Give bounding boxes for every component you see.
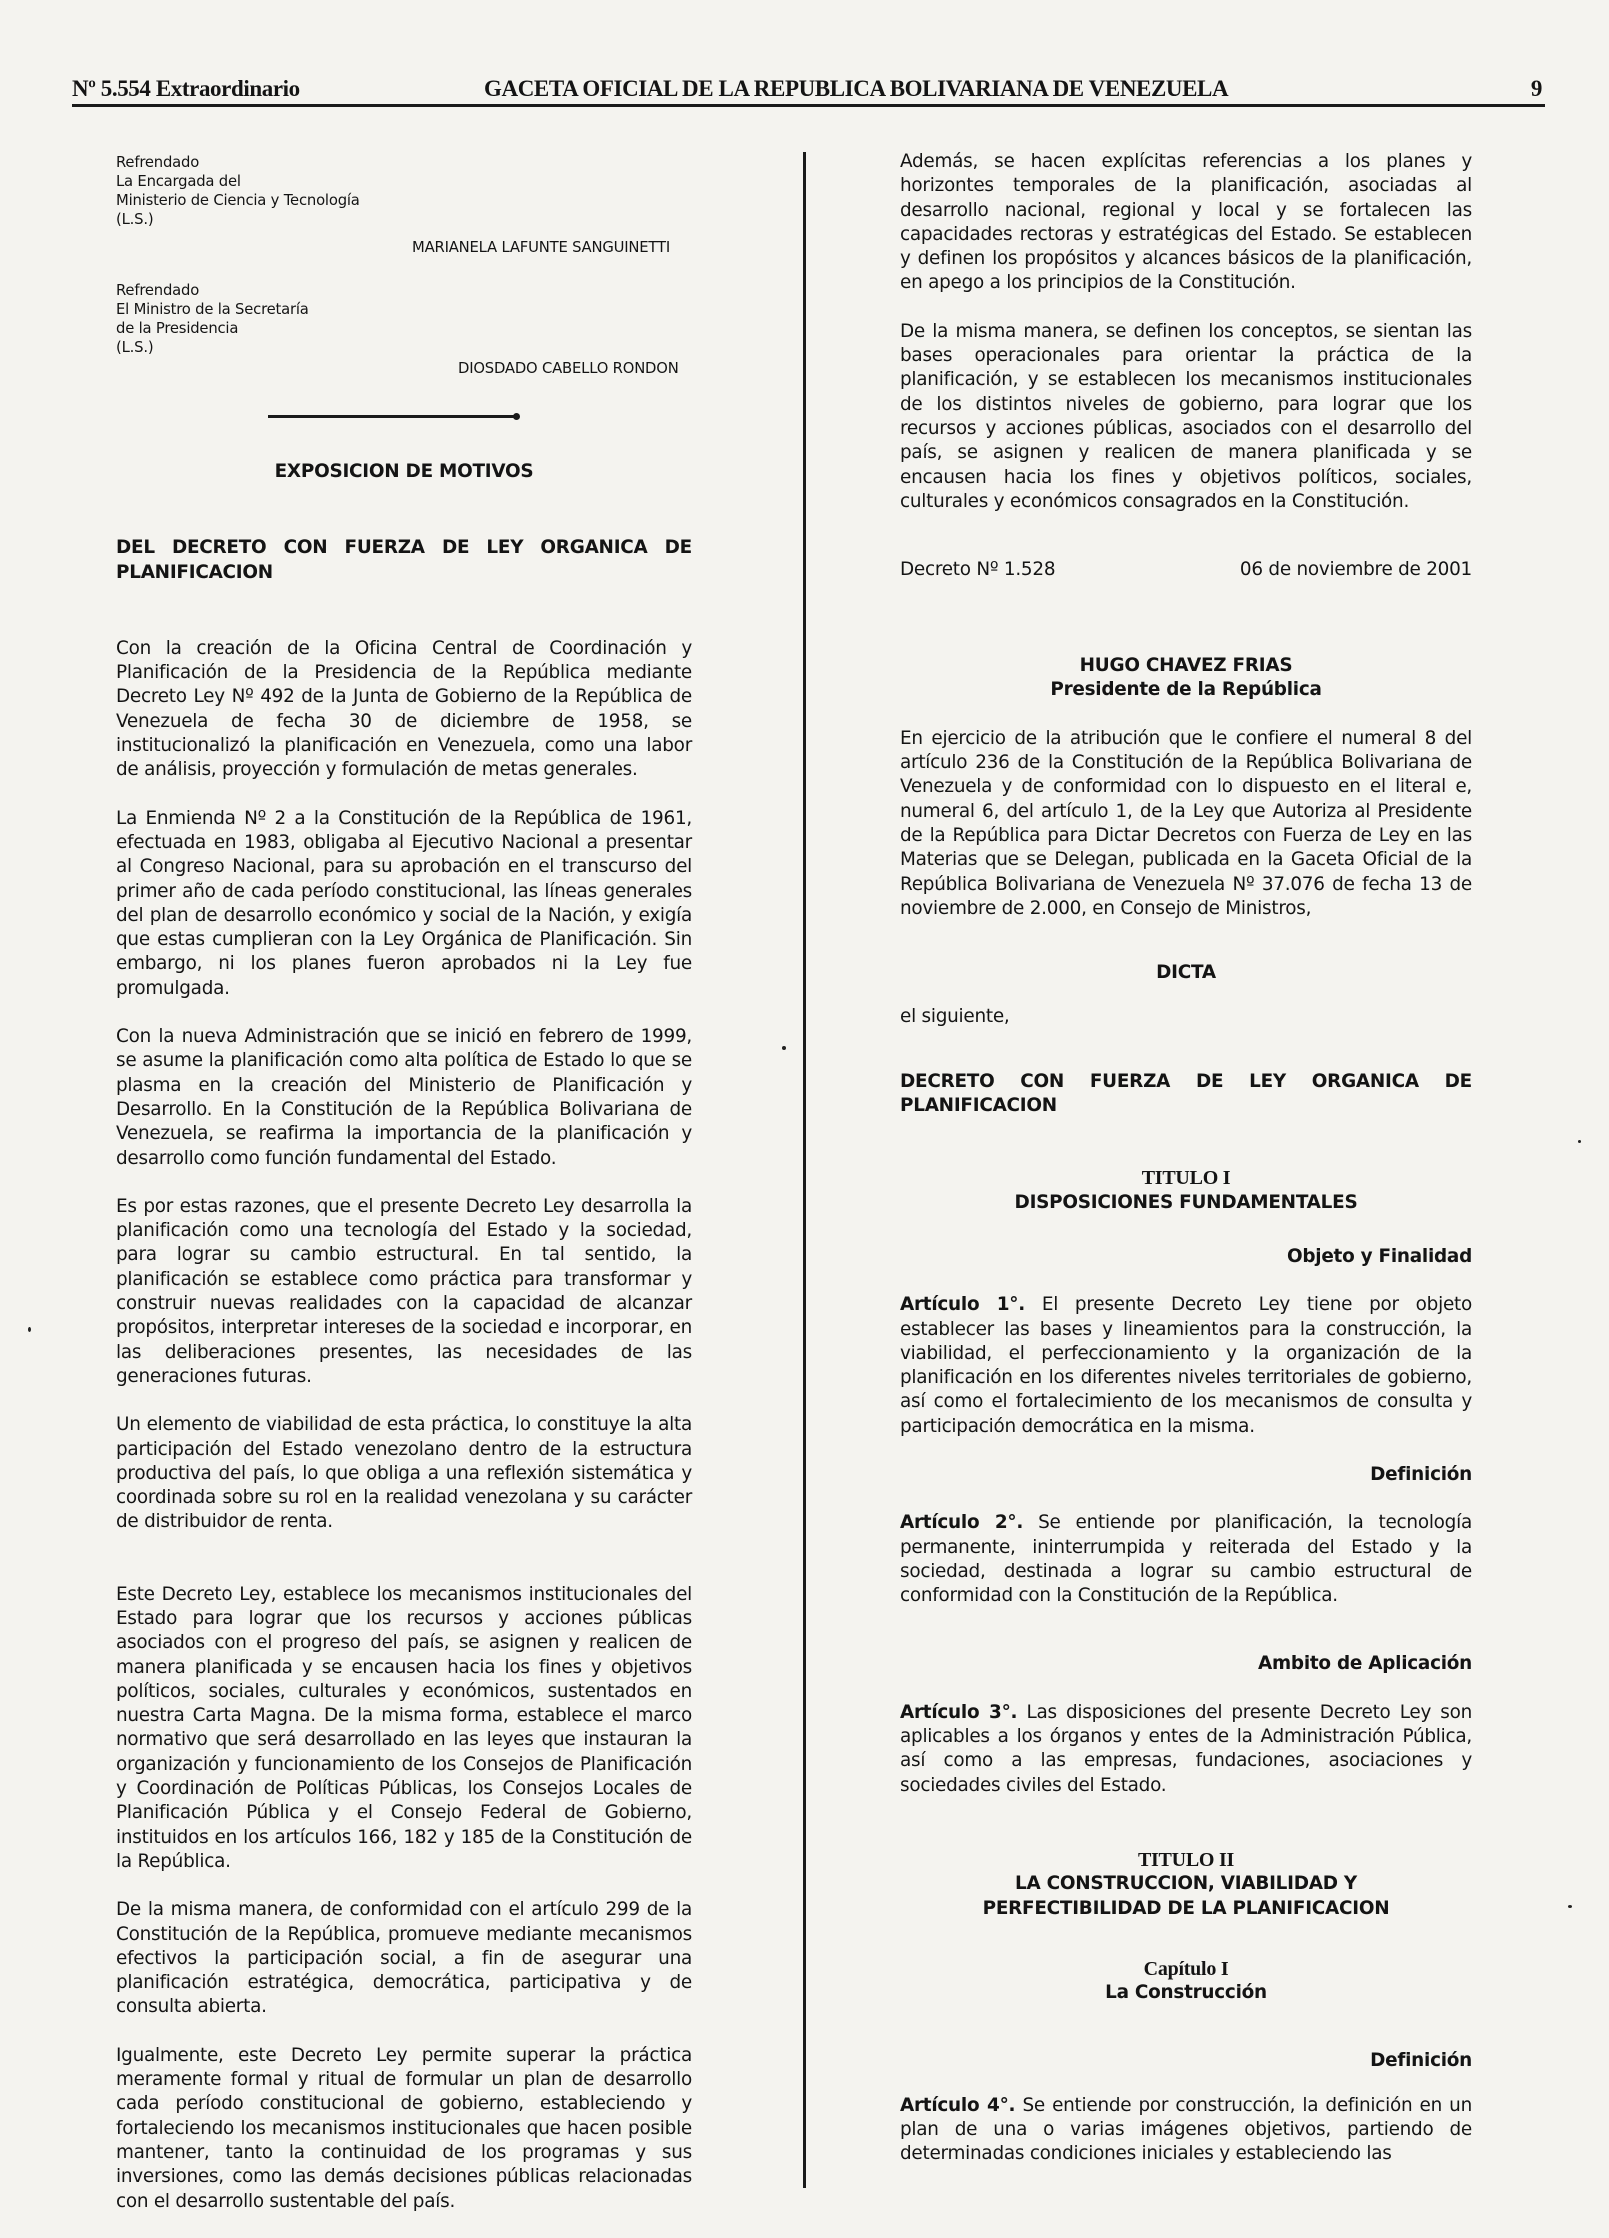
article-4 <box>900 2094 1472 2167</box>
dicta-heading: DICTA <box>1156 962 1216 984</box>
capitulo-name: La Construcción <box>1105 1982 1267 2004</box>
article-text: Se entiende por construcción, la definición en un plan de una o varias imágenes objetivos, partiendo de determinadas condiciones iniciales y estableciendo las <box>900 2094 1472 2165</box>
el-siguiente: el siguiente, <box>900 1006 1010 1028</box>
scan-speck <box>1568 1905 1572 1908</box>
titulo-name: LA CONSTRUCCION, VIABILIDAD Y <box>1015 1873 1357 1895</box>
scan-speck <box>1578 1140 1581 1143</box>
article-heading: Definición <box>1370 2050 1472 2072</box>
scan-speck <box>28 1327 31 1332</box>
article-3 <box>900 1701 1472 1798</box>
article-heading: Ambito de Aplicación <box>1258 1653 1472 1675</box>
paragraph: De la misma manera, de conformidad con el artículo 299 de la Constitución de la República, promueve mediante mecanismos efectivos la participación social, a fin de asegurar una planificación estratégica, democrática, participativa y de consulta abierta. <box>116 1899 692 2018</box>
column-divider <box>803 152 806 2188</box>
refrendo-line: Ministerio de Ciencia y Tecnología <box>116 192 360 209</box>
exposicion-title: EXPOSICION DE MOTIVOS <box>274 461 534 482</box>
scan-speck <box>782 1046 786 1050</box>
header-rule <box>72 104 1545 107</box>
paragraph: Con la nueva Administración que se inició en febrero de 1999, se asume la planificación como alta política de Estado lo que se plasma en la creación del Ministerio de Planificación y Desarrollo. En la Constitución de la República Bolivariana de Venezuela, se reafirma la importancia de la planificación y desarrollo como función fundamental del Estado. <box>116 1026 692 1169</box>
article-label: Artículo 3°. <box>900 1701 1018 1723</box>
refrendo-line: Refrendado <box>116 282 200 299</box>
refrendo-line: Refrendado <box>116 154 200 171</box>
article-2 <box>900 1511 1472 1608</box>
refrendo-line: El Ministro de la Secretaría <box>116 301 309 318</box>
paragraph: Con la creación de la Oficina Central de Coordinación y Planificación de la Presidencia de la República mediante Decreto Ley Nº 492 de la Junta de Gobierno de la República de Venezuela de fecha 30 de diciembre de 1958, se institucionalizó la planificación en Venezuela, como una labor de análisis, proyección y formulación de metas generales. <box>116 637 692 781</box>
titulo-name: DISPOSICIONES FUNDAMENTALES <box>1014 1191 1358 1213</box>
titulo-name: PERFECTIBILIDAD DE LA PLANIFICACION <box>982 1897 1390 1919</box>
ejercicio-paragraph: En ejercicio de la atribución que le confiere el numeral 8 del artículo 236 de la Constitución de la República Bolivariana de Venezuela y de conformidad con lo dispuesto en el literal e, numeral 6, del artículo 1, de la Ley que Autoriza al Presidente de la República para Dictar Decretos con Fuerza de Ley en las Materias que se Delegan, publicada en la Gaceta Oficial de la República Bolivariana de Venezuela Nº 37.076 de fecha 13 de noviembre de 2.000, en Consejo de Ministros, <box>900 727 1472 919</box>
decree-line <box>900 558 1472 582</box>
titulo-heading: TITULO II <box>1137 1848 1235 1871</box>
decreto-subtitle: DEL DECRETO CON FUERZA DE LEY ORGANICA DE PLANIFICACION <box>116 537 692 583</box>
section-rule <box>268 415 514 418</box>
paragraph: Igualmente, este Decreto Ley permite superar la práctica meramente formal y ritual de formular un plan de desarrollo cada período constitucional de gobierno, estableciendo y fortaleciendo los mecanismos institucionales que hacen posible mantener, tanto la continuidad de los programas y sus inversiones, como las demás decisiones públicas relacionadas con el desarrollo sustentable del país. <box>116 2044 692 2212</box>
refrendo-presidencia <box>116 281 309 357</box>
page-number: 9 <box>1530 76 1542 101</box>
paragraph: Un elemento de viabilidad de esta práctica, lo constituye la alta participación del Estado venezolano dentro de la estructura productiva del país, lo que obliga a una reflexión sistemática y coordinada sobre su rol en la realidad venezolana y su carácter de distribuidor de renta. <box>116 1414 692 1533</box>
article-text: Las disposiciones del presente Decreto Ley son aplicables a los órganos y entes de la Administración Pública, así como a las empresas, fundaciones, asociaciones y sociedades civiles del Estado. <box>900 1701 1472 1796</box>
president-name: HUGO CHAVEZ FRIAS <box>1079 655 1293 677</box>
gazette-title: GACETA OFICIAL DE LA REPUBLICA BOLIVARIANA DE VENEZUELA <box>484 76 1229 101</box>
paragraph: De la misma manera, se definen los conceptos, se sientan las bases operacionales para orientar la práctica de la planificación, y se establecen los mecanismos institucionales de los distintos niveles de gobierno, para lograr que los recursos y acciones públicas, asociados con el desarrollo del país, se asignen y realicen de manera planificada y se encausen hacia los fines y objetivos políticos, sociales, culturales y económicos consagrados en la Constitución. <box>900 320 1472 512</box>
article-heading: Definición <box>1370 1463 1472 1485</box>
decreto-title: DECRETO CON FUERZA DE LEY ORGANICA DE PLANIFICACION <box>900 1070 1472 1117</box>
article-text: El presente Decreto Ley tiene por objeto establecer las bases y lineamientos para la construcción, la viabilidad, el perfeccionamiento y la organización de la planificación en los diferentes niveles territoriales de gobierno, así como el fortalecimiento de los mecanismos de consulta y participación democrática en la misma. <box>900 1294 1472 1437</box>
capitulo-heading: Capítulo I <box>1143 1957 1229 1980</box>
signatory-name: DIOSDADO CABELLO RONDON <box>458 360 679 377</box>
paragraph: Es por estas razones, que el presente Decreto Ley desarrolla la planificación como una tecnología del Estado y la sociedad, para lograr su cambio estructural. En tal sentido, la planificación se establece como práctica para transformar y construir nuevas realidades con la capacidad de alcanzar propósitos, interpretar intereses de la sociedad e incorporar, en las deliberaciones presentes, las necesidades de las generaciones futuras. <box>116 1195 692 1387</box>
right-column <box>900 150 1472 2191</box>
refrendo-line: de la Presidencia <box>116 320 239 337</box>
refrendo-line: La Encargada del <box>116 173 241 190</box>
left-column <box>116 153 692 2238</box>
article-heading: Objeto y Finalidad <box>1286 1245 1472 1267</box>
titulo-heading: TITULO I <box>1141 1167 1231 1190</box>
refrendo-line: (L.S.) <box>116 211 154 228</box>
article-label: Artículo 4°. <box>900 2094 1016 2116</box>
refrendo-ciencia <box>116 153 360 229</box>
decree-date: 06 de noviembre de 2001 <box>1239 559 1472 581</box>
page-header <box>72 76 1542 106</box>
article-text: Se entiende por planificación, la tecnología permanente, ininterrumpida y reiterada del Estado y la sociedad, destinada a lograr su cambio estructural de conformidad con la Constitución de la República. <box>900 1512 1472 1607</box>
paragraph: Además, se hacen explícitas referencias a los planes y horizontes temporales de la planificación, asociadas al desarrollo nacional, regional y local y se fortalecen las capacidades rectoras y estratégicas del Estado. Se establecen y definen los propósitos y alcances básicos de la planificación, en apego a los principios de la Constitución. <box>900 151 1472 294</box>
signature-block <box>116 153 692 385</box>
refrendo-line: (L.S.) <box>116 339 154 356</box>
article-label: Artículo 1°. <box>900 1294 1025 1316</box>
president-title: Presidente de la República <box>1050 679 1322 701</box>
issue-label: Nº 5.554 Extraordinario <box>72 76 300 101</box>
article-label: Artículo 2°. <box>900 1512 1024 1534</box>
paragraph: Este Decreto Ley, establece los mecanismos institucionales del Estado para lograr que los recursos y acciones públicas asociados con el progreso del país, se asignen y realicen de manera planificada y se encausen hacia los fines y objetivos políticos, sociales, culturales y económicos, sustentados en nuestra Carta Magna. De la misma forma, establece el marco normativo que será desarrollado en las leyes que instauran la organización y funcionamiento de los Consejos de Planificación y Coordinación de Políticas Públicas, los Consejos Locales de Planificación Pública y el Consejo Federal de Gobierno, instituidos en los artículos 166, 182 y 185 de la Constitución de la República. <box>116 1583 692 1872</box>
paragraph: La Enmienda Nº 2 a la Constitución de la República de 1961, efectuada en 1983, obligaba al Ejecutivo Nacional a presentar al Congreso Nacional, para su aprobación en el transcurso del primer año de cada período constitucional, las líneas generales del plan de desarrollo económico y social de la Nación, y exigía que estas cumplieran con la Ley Orgánica de Planificación. Sin embargo, ni los planes fueron aprobados ni la Ley fue promulgada. <box>116 807 692 999</box>
decree-number: Decreto Nº 1.528 <box>900 559 1056 581</box>
article-1 <box>900 1293 1472 1439</box>
signatory-name: MARIANELA LAFUNTE SANGUINETTI <box>412 239 671 256</box>
